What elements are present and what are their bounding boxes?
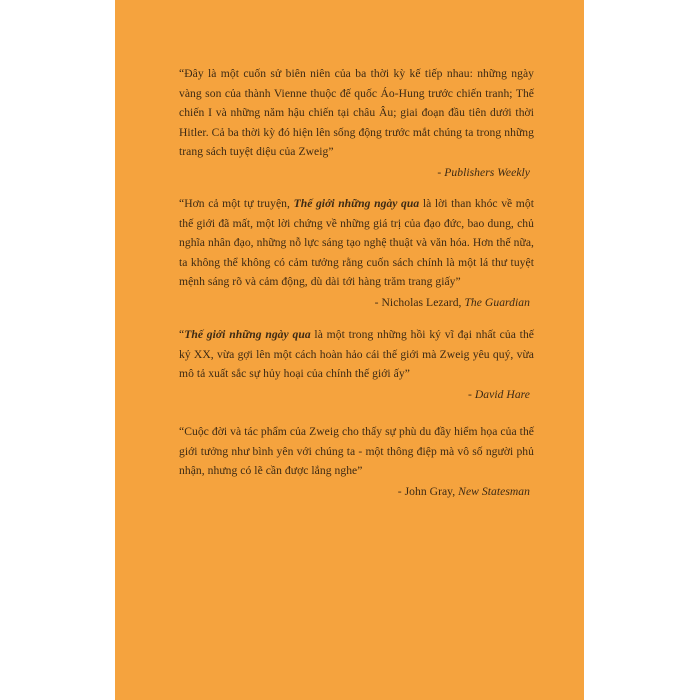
attribution-name: - John Gray, bbox=[397, 484, 459, 498]
quote-david-hare bbox=[179, 325, 534, 404]
quote-text bbox=[179, 325, 534, 384]
quote-body-end: là lời than khóc về một thế giới đã mất, một lời chứng về những giá trị của đạo đức, bao dung, chủ nghĩa nhân đạo, những nỗ lực sáng tạo nghệ thuật và văn hóa. Hơn thế nữa, ta không thể không có cảm tưởng rằng cuốn sách chính là một lá thư tuyệt mệnh sáng rõ và cảm động, dù dài tới hàng trăm trang giấy” bbox=[179, 197, 534, 288]
quote-attribution bbox=[179, 385, 534, 405]
quote-text bbox=[179, 422, 534, 481]
quote-text bbox=[179, 194, 534, 292]
attribution-name: - Nicholas Lezard, bbox=[374, 295, 465, 309]
quote-attribution bbox=[179, 163, 534, 183]
quote-body-end: là một trong những hồi ký vĩ đại nhất của thế kỷ XX, vừa gợi lên một cách hoàn hảo cái thế giới mà Zweig yêu quý, vừa mô tả xuất sắc sự hủy hoại của chính thế giới ấy” bbox=[179, 328, 534, 380]
book-title: Thế giới những ngày qua bbox=[293, 197, 420, 210]
book-title: Thế giới những ngày qua bbox=[184, 328, 311, 341]
quote-body: “Cuộc đời và tác phẩm của Zweig cho thấy sự phù du đầy hiểm họa của thế giới tưởng như bình yên với chúng ta - một thông điệp mà vô số người phủ nhận, nhưng có lẽ cần được lắng nghe” bbox=[179, 425, 534, 477]
quote-john-gray bbox=[179, 422, 534, 501]
quote-body: “Đây là một cuốn sử biên niên của ba thời kỳ kế tiếp nhau: những ngày vàng son của thành Vienne thuộc đế quốc Áo-Hung trước chiến tranh; Thế chiến I và những năm hậu chiến tại châu Âu; giai đoạn đầu tiên dưới thời Hitler. Cả ba thời kỳ đó hiện lên sống động trước mắt chúng ta trong những trang sách tuyệt diệu của Zweig” bbox=[179, 67, 534, 158]
quote-publishers-weekly bbox=[179, 64, 534, 182]
quote-body-start: “ bbox=[179, 328, 185, 341]
book-back-cover bbox=[115, 0, 584, 700]
attribution-source: - David Hare bbox=[468, 387, 530, 401]
attribution-source: - Publishers Weekly bbox=[437, 165, 530, 179]
attribution-source: New Statesman bbox=[458, 484, 530, 498]
quote-body-start: “Hơn cả một tự truyện, bbox=[179, 197, 294, 210]
quote-attribution bbox=[179, 482, 534, 502]
quote-nicholas-lezard bbox=[179, 194, 534, 312]
quote-attribution bbox=[179, 293, 534, 313]
attribution-source: The Guardian bbox=[464, 295, 530, 309]
quote-text bbox=[179, 64, 534, 162]
